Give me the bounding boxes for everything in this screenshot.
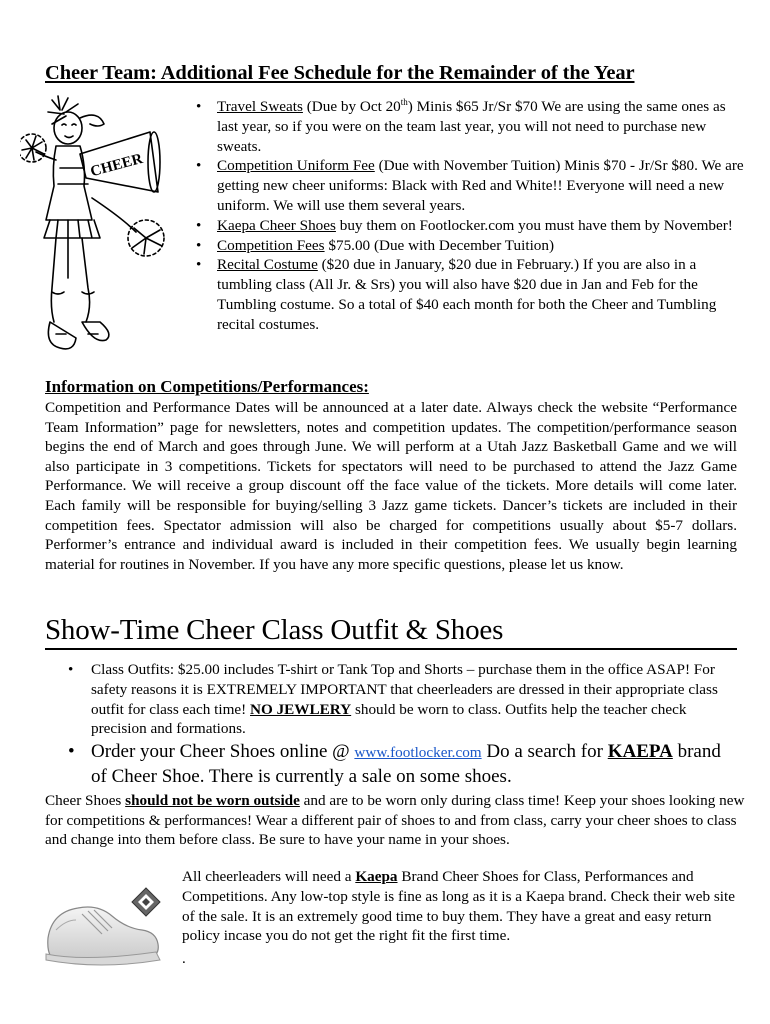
fee-name: Recital Costume — [217, 256, 318, 274]
kaepa-text: Brand Cheer Shoes for Class, Performances and Competitions. Any low-top style is fine as long as it is a Kaepa brand. Check their web site of the sale. It is an extremely good time to buy them. They have a great and easy return policy incase you do not get the right fit the first time. — [182, 868, 735, 945]
shoes-text: Cheer Shoes — [45, 792, 126, 809]
fee-text: (Due with November Tuition) Minis $70 - Jr/Sr $80. We are getting new cheer uniforms: Black with Red and White!! Everyone will need a new uniform. We will use them several years. — [217, 157, 744, 214]
competitions-body: Competition and Performance Dates will be announced at a later date. Always check the website “Performance Team Information” page for newsletters, notes and competition updates. The competition/performance season begins the end of March and goes through June. We will perform at a Utah Jazz Basketball Game and we will also participate in 3 competitions. Tickets for spectators will need to be purchased to attend the Jazz Game Performance. We will receive a group discount off the face value of the tickets. More details will come later. Each family will be responsible for buying/selling 3 Jazz game tickets. Dancer’s tickets are included in their competition fees. Spectator admission will also be charged for competitions usually about $5-7 dollars. Performer’s entrance and individual award is included in their competition fees. We usually begin learning material for routines in November. If you have any more specific questions, please let us know. — [45, 399, 737, 573]
competitions-heading: Information on Competitions/Performances: — [45, 377, 369, 396]
cheerleader-illustration — [20, 88, 170, 370]
shoe-image — [42, 880, 177, 972]
fee-text: ) Minis $65 Jr/Sr $70 We are using the same ones as last year, so if you were on the team last year, you will not need to purchase new sweats. — [217, 98, 726, 155]
page-title: Cheer Team: Additional Fee Schedule for the Remainder of the Year — [45, 62, 635, 84]
fee-text: buy them on Footlocker.com you must have them by November! — [335, 216, 733, 234]
order-text: Order your Cheer Shoes online @ — [91, 741, 355, 763]
fee-name: Kaepa Cheer Shoes — [217, 216, 336, 234]
order-text: Do a search for — [481, 741, 608, 763]
outfits-tail: should be worn to class. Outfits help the teacher check precision and formations. — [91, 700, 687, 738]
fee-item-uniform — [190, 156, 750, 215]
megaphone-text: CHEER — [88, 150, 145, 181]
fee-schedule-list — [190, 97, 750, 335]
footlocker-link[interactable]: www.footlocker.com — [354, 744, 482, 762]
kaepa-text: All cheerleaders will need a — [182, 868, 356, 885]
showtime-title: Show-Time Cheer Class Outfit & Shoes — [45, 614, 737, 650]
no-jewelry-text: NO JEWLERY — [250, 700, 352, 718]
fee-name: Competition Uniform Fee — [217, 157, 375, 175]
fee-text: $75.00 (Due with December Tuition) — [324, 236, 555, 254]
kaepa-brand: KAEPA — [607, 741, 673, 763]
fee-text: ($20 due in January, $20 due in February.) If you are also in a tumbling class (All Jr. & Srs) you will also have $20 due in Jan and Feb for the Tumbling costume. So a total of $40 each month for both the Cheer and Tumbling recital costumes. — [217, 256, 717, 333]
outfits-text: Class Outfits: $25.00 includes T-shirt or Tank Top and Shorts – purchase them in the office ASAP! For safety reasons it is EXTREMELY IMPORTANT that cheerleaders are dressed in their appropriate class outfit for class each time! — [91, 661, 718, 718]
fee-name: Competition Fees — [217, 236, 325, 254]
fee-text: (Due by Oct 20 — [302, 98, 401, 115]
outfit-list — [45, 660, 737, 789]
order-shoes-item — [45, 740, 737, 789]
fee-item-competition — [190, 236, 750, 256]
trailing-dot: . — [182, 951, 186, 967]
shoes-text: and are to be worn only during class time! Keep your shoes looking new for competitions & performances! Wear a different pair of shoes to and from class, carry your cheer shoes to class and change into them before class. Be sure to have your name in your shoes. — [45, 792, 745, 849]
kaepa-bold: Kaepa — [355, 868, 398, 885]
cheer-shoes-paragraph — [45, 791, 745, 850]
fee-item-recital — [190, 255, 750, 334]
fee-item-travel-sweats — [190, 97, 750, 156]
kaepa-paragraph — [182, 867, 742, 946]
shoes-warning: should not be worn outside — [125, 792, 300, 809]
fee-sup: th — [400, 96, 408, 107]
order-text: brand of Cheer Shoe. There is currently a sale on some shoes. — [91, 741, 721, 788]
fee-name: Travel Sweats — [217, 98, 303, 115]
class-outfits-item — [45, 660, 737, 739]
fee-item-shoes — [190, 216, 750, 236]
